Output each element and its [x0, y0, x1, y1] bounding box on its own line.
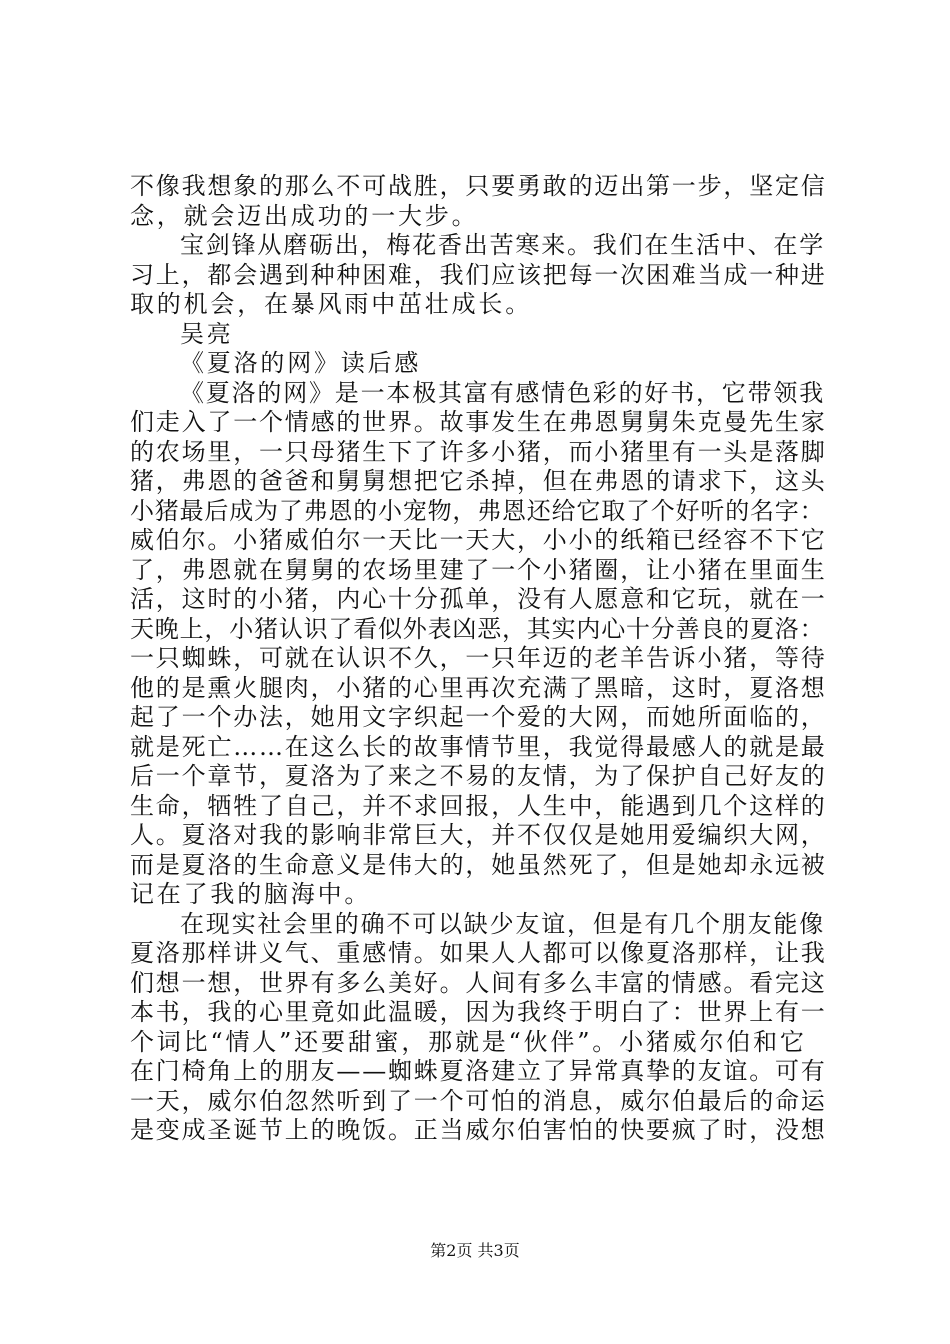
- text-line: 而是夏洛的生命意义是伟大的，她虽然死了，但是她却永远被: [130, 850, 827, 879]
- text-line: 念，就会迈出成功的一大步。: [130, 201, 479, 230]
- paragraph: [130, 231, 830, 320]
- text-line: 起了一个办法，她用文字织起一个爱的大网，而她所面临的，: [130, 703, 827, 731]
- text-line: 们想一想，世界有多么美好。人间有多么丰富的情感。看完这: [130, 968, 827, 997]
- text-line: 本书，我的心里竟如此温暖，因为我终于明白了：世界上有一: [130, 998, 827, 1026]
- paragraph: [130, 379, 830, 910]
- text-line: 活，这时的小猪，内心十分孤单，没有人愿意和它玩，就在一: [130, 585, 827, 613]
- text-line: 个词比“情人”还要甜蜜，那就是“伙伴”。小猪威尔伯和它: [130, 1027, 807, 1056]
- text-line: 吴亮: [180, 319, 234, 348]
- text-line: 天晚上，小猪认识了看似外表凶恶，其实内心十分善良的夏洛：: [130, 614, 825, 643]
- document-body: [130, 172, 830, 1146]
- text-line: 他的是熏火腿肉，小猪的心里再次充满了黑暗，这时，夏洛想: [130, 673, 827, 702]
- text-line: 取的机会，在暴风雨中茁壮成长。: [130, 290, 532, 318]
- text-line: 在门椅角上的朋友——蜘蛛夏洛建立了异常真挚的友谊。可有: [130, 1057, 827, 1085]
- text-line: 习上，都会遇到种种困难，我们应该把每一次困难当成一种进: [130, 260, 827, 289]
- text-line: 的农场里，一只母猪生下了许多小猪，而小猪里有一头是落脚: [130, 437, 827, 466]
- paragraph: [130, 320, 830, 350]
- text-line: 记在了我的脑海中。: [130, 880, 372, 908]
- text-line: 后一个章节，夏洛为了来之不易的友情，为了保护自己好友的: [130, 762, 827, 790]
- paragraph: [130, 349, 830, 379]
- text-line: 就是死亡……在这么长的故事情节里，我觉得最感人的就是最: [130, 732, 827, 761]
- text-line: 人。夏洛对我的影响非常巨大，并不仅仅是她用爱编织大网，: [130, 821, 827, 849]
- paragraph: [130, 172, 830, 231]
- text-line: 小猪最后成为了弗恩的小宠物，弗恩还给它取了个好听的名字：: [130, 496, 825, 525]
- text-line: 是变成圣诞节上的晚饭。正当威尔伯害怕的快要疯了时，没想: [130, 1116, 827, 1144]
- text-line: 威伯尔。小猪威伯尔一天比一天大，小小的纸箱已经容不下它: [130, 526, 827, 554]
- text-line: 生命，牺牲了自己，并不求回报，人生中，能遇到几个这样的: [130, 791, 827, 820]
- text-line: 了，弗恩就在舅舅的农场里建了一个小猪圈，让小猪在里面生: [130, 555, 827, 584]
- page-number-label: 第2页 共3页: [430, 1241, 520, 1260]
- text-line: 在现实社会里的确不可以缺少友谊，但是有几个朋友能像: [180, 909, 825, 938]
- text-line: 们走入了一个情感的世界。故事发生在弗恩舅舅朱克曼先生家: [130, 408, 827, 436]
- text-line: 一只蜘蛛，可就在认识不久，一只年迈的老羊告诉小猪，等待: [130, 644, 827, 672]
- text-line: 夏洛那样讲义气、重感情。如果人人都可以像夏洛那样，让我: [130, 939, 827, 967]
- text-line: 一天，威尔伯忽然听到了一个可怕的消息，威尔伯最后的命运: [130, 1086, 827, 1115]
- text-line: 《夏洛的网》读后感: [180, 349, 422, 377]
- text-line: 宝剑锋从磨砺出，梅花香出苦寒来。我们在生活中、在学: [180, 231, 825, 259]
- text-line: 猪，弗恩的爸爸和舅舅想把它杀掉，但在弗恩的请求下，这头: [130, 467, 827, 495]
- text-line: 《夏洛的网》是一本极其富有感情色彩的好书，它带领我: [180, 378, 825, 407]
- page-footer: [0, 1241, 950, 1261]
- paragraph: [130, 910, 830, 1146]
- text-line: 不像我想象的那么不可战胜，只要勇敢的迈出第一步，坚定信: [130, 172, 827, 200]
